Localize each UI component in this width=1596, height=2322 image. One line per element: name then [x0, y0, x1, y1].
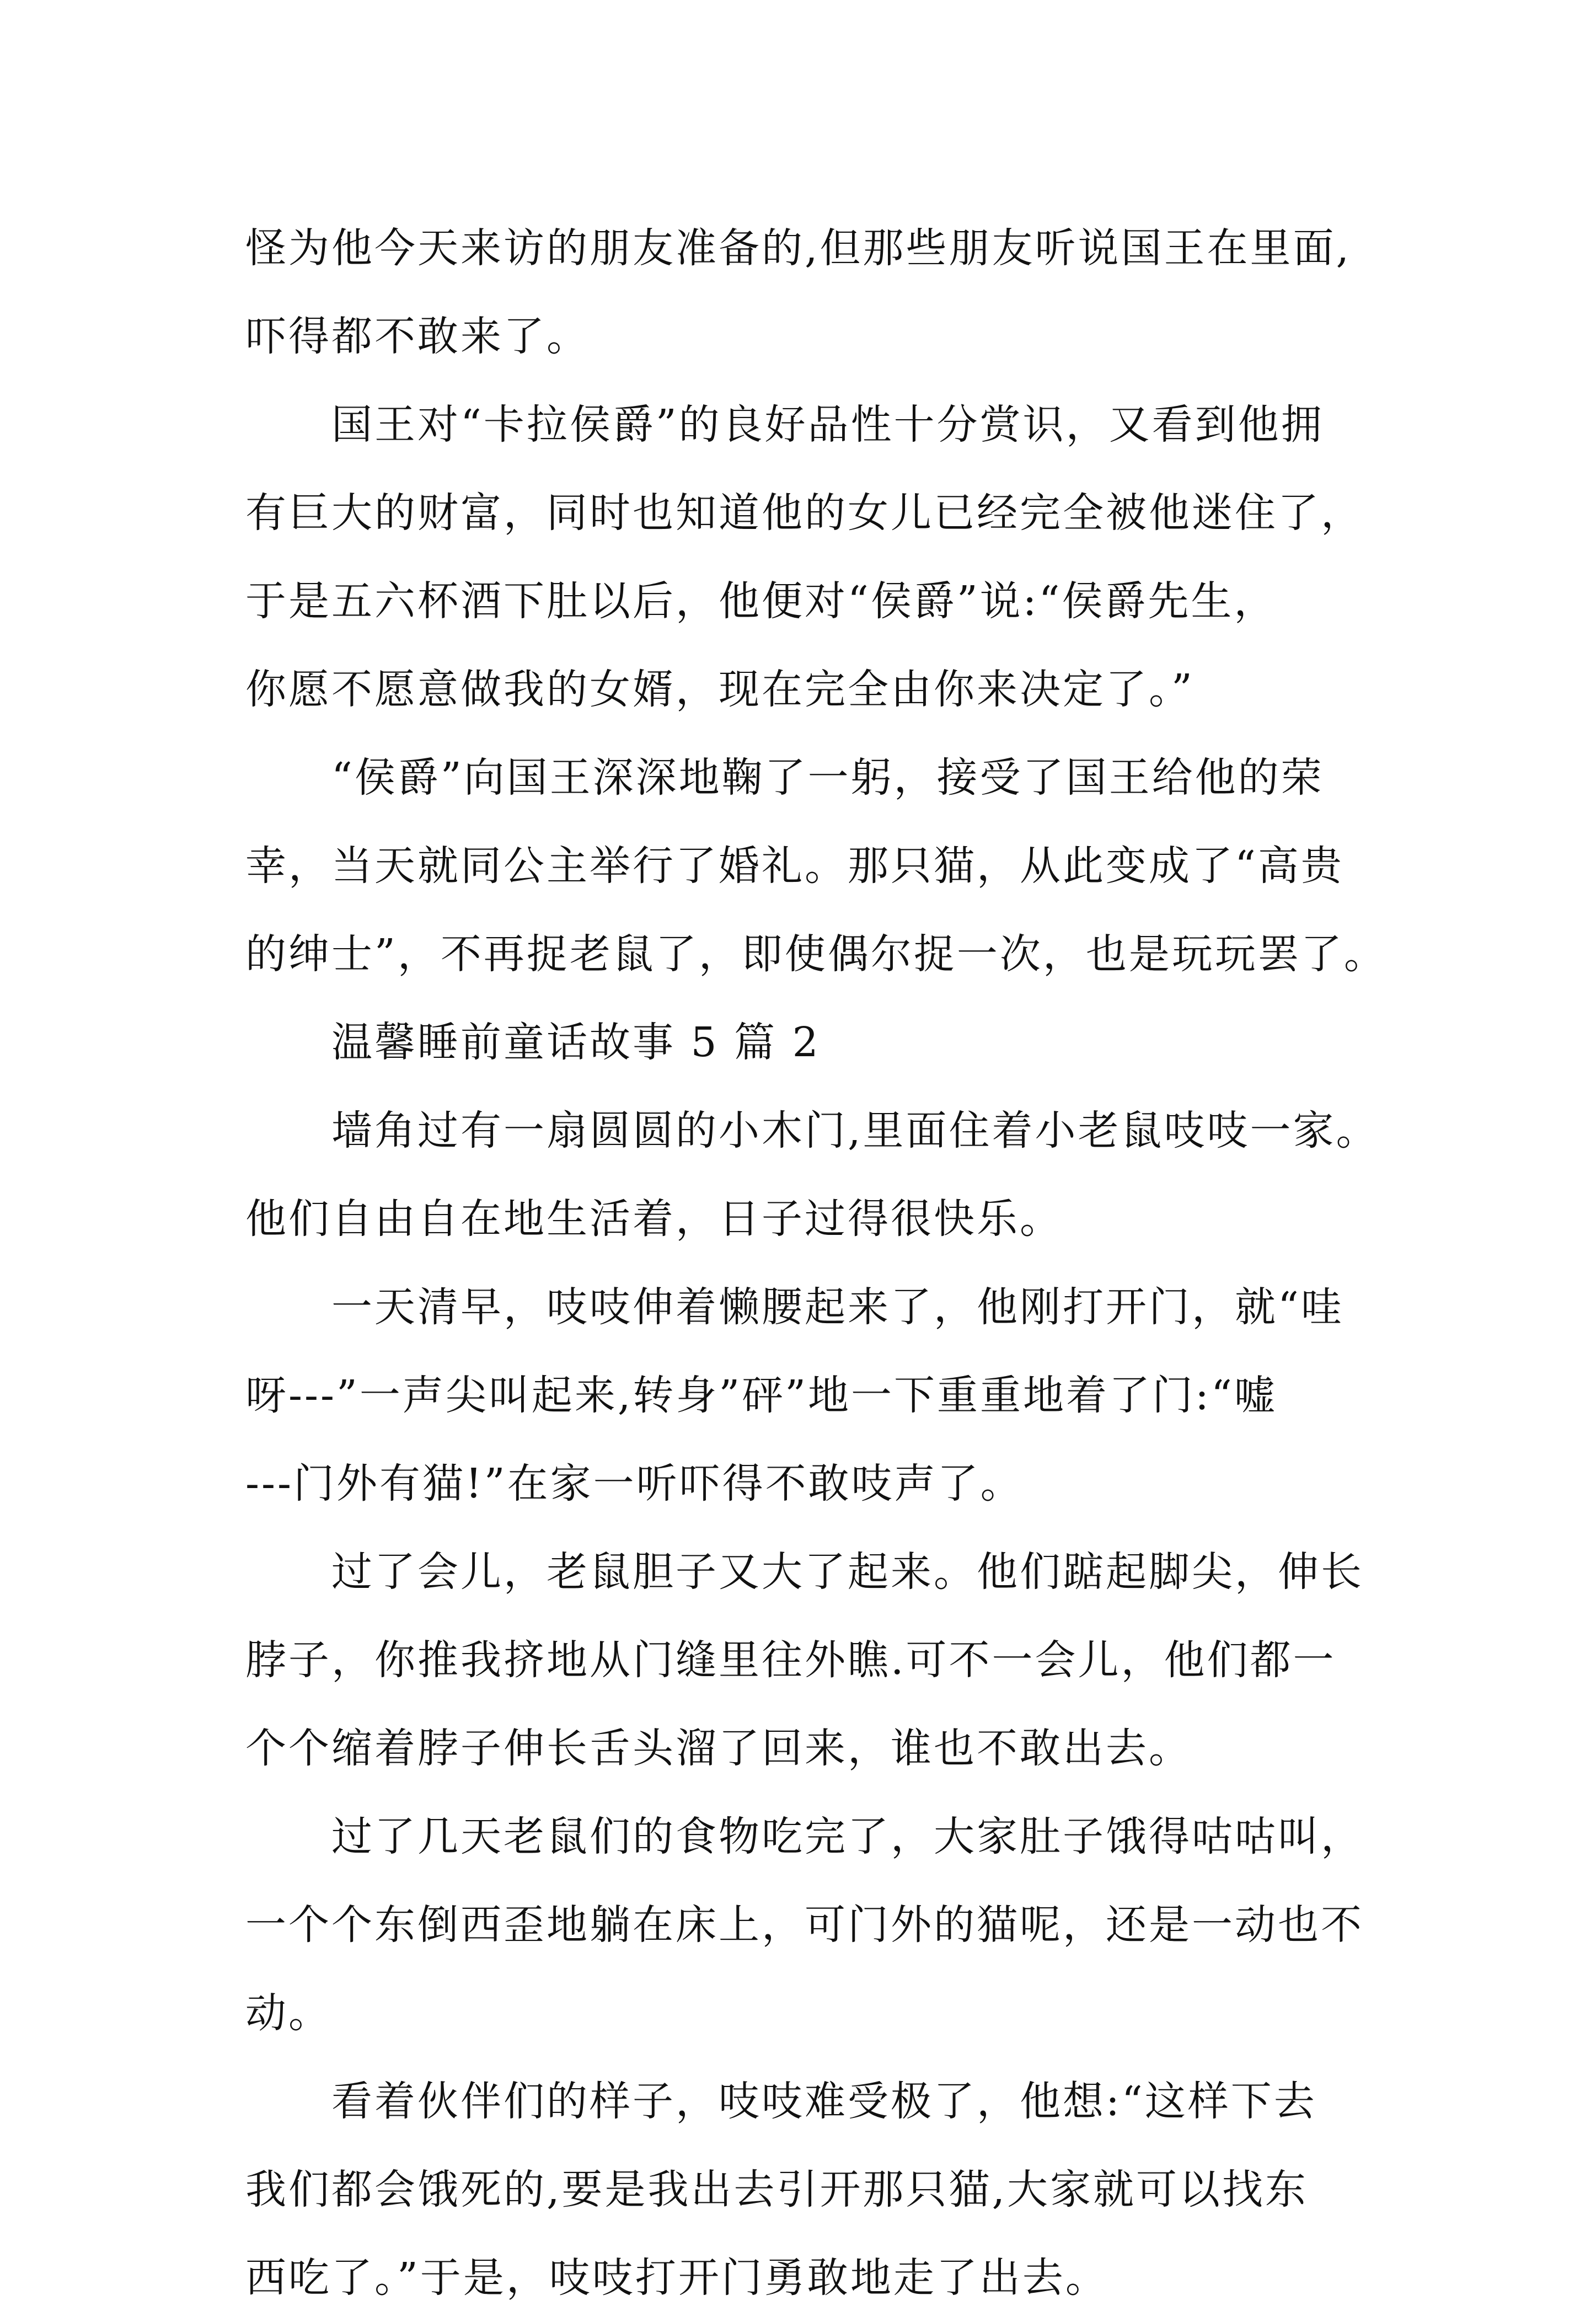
paragraph: 过了会儿，老鼠胆子又大了起来。他们踮起脚尖，伸长 脖子，你推我挤地从门缝里往外瞧.可不一会儿，他们都一 个个缩着脖子伸长舌头溜了回来，谁也不敢出去。	[245, 1548, 1364, 1772]
paragraph: 过了几天老鼠们的食物吃完了，大家肚子饿得咕咕叫， 一个个东倒西歪地躺在床上，可门外的猫呢，还是一动也不 动。	[245, 1813, 1364, 2037]
document-body	[245, 204, 1409, 2322]
paragraph: 怪为他今天来访的朋友准备的,但那些朋友听说国王在里面, 吓得都不敢来了。	[245, 224, 1352, 360]
paragraph: 一天清早，吱吱伸着懒腰起来了，他刚打开门，就“哇 呀---”一声尖叫起来,转身”砰”地一下重重地着了门:“嘘 ---门外有猫!”在家一听吓得不敢吱声了。	[245, 1283, 1344, 1507]
paragraph: 看着伙伴们的样子，吱吱难受极了，他想:“这样下去 我们都会饿死的,要是我出去引开那只猫,大家就可以找东 西吃了。”于是，吱吱打开门勇敢地走了出去。	[245, 2078, 1317, 2302]
paragraph: 墙角过有一扇圆圆的小木门,里面住着小老鼠吱吱一家。 他们自由自在地生活着，日子过得很快乐。	[245, 1107, 1379, 1243]
section-heading: 温馨睡前童话故事 5 篇 2	[245, 1019, 821, 1066]
paragraph: 国王对“卡拉侯爵”的良好品性十分赏识，又看到他拥 有巨大的财富，同时也知道他的女儿已经完全被他迷住了， 于是五六杯酒下肚以后，他便对“侯爵”说:“侯爵先生， 你愿不愿意做我的女婿，现在完全由你来决定了。”	[245, 401, 1364, 713]
paragraph: “侯爵”向国王深深地鞠了一躬，接受了国王给他的荣 幸，当天就同公主举行了婚礼。那只猫，从此变成了“高贵 的绅士”，不再捉老鼠了，即使偶尔捉一次，也是玩玩罢了。	[245, 754, 1387, 978]
